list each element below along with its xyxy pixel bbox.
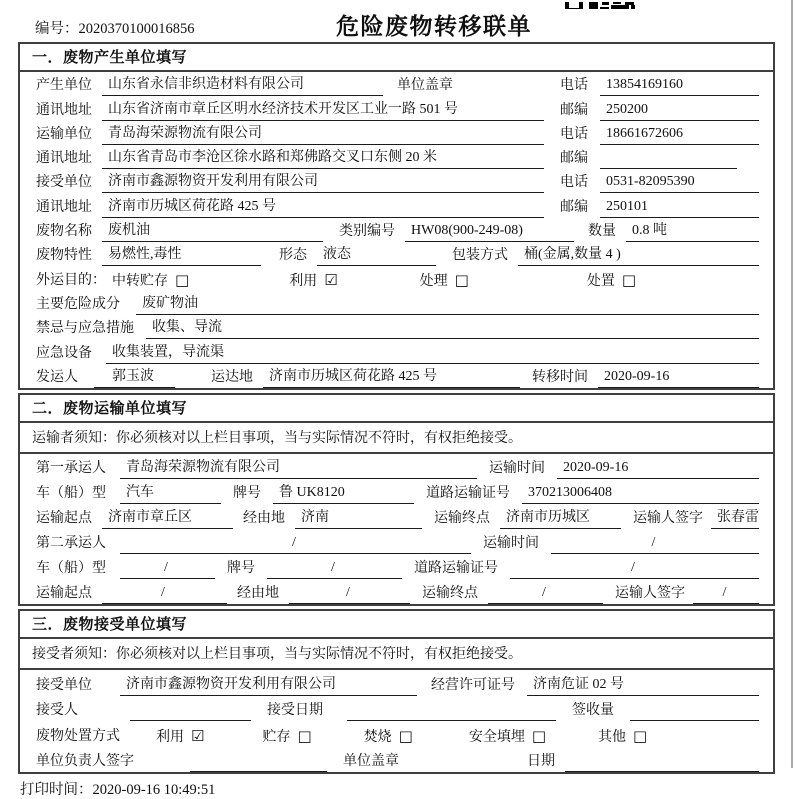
document-header: [18, 8, 775, 42]
disposal-method-label: 废物处置方式: [36, 728, 120, 744]
second-carrier-label: 第二承运人: [36, 536, 106, 552]
field-group: [36, 98, 560, 121]
row-producer-unit: [20, 72, 773, 96]
option-label: 中转贮存: [112, 273, 168, 289]
receiving-unit-label: 接受单位: [36, 677, 92, 693]
plate-label: 牌号: [227, 561, 255, 577]
receiver-unit-label: 接受单位: [36, 175, 92, 191]
serial-label: 编号：: [35, 21, 79, 37]
row-main-hazard: [20, 291, 773, 315]
origin-value: 济南市章丘区: [102, 506, 233, 529]
row-disposal-method: [20, 721, 773, 747]
second-carrier-value: /: [120, 535, 471, 554]
form-value: 液态: [317, 243, 436, 266]
form-label: 形态: [279, 248, 307, 264]
category-value: HW08(900-249-08): [405, 223, 574, 242]
quantity-value: 0.8 吨: [626, 219, 759, 242]
transport-unit-value: 青岛海荣源物流有限公司: [102, 122, 544, 145]
address-value: 山东省济南市章丘区明水经济技术开发区工业一路 501 号: [102, 98, 544, 121]
transfer-time-value: 2020-09-16: [598, 369, 759, 388]
disposal-option-incinerate: [364, 726, 413, 747]
row-producer-address: [20, 96, 773, 120]
first-carrier-value: 青岛海荣源物流有限公司: [120, 456, 477, 479]
license-value: 济南危证 02 号: [527, 673, 759, 696]
row-route-1: [20, 504, 773, 529]
disposal-option-other: [598, 726, 647, 747]
endpoint-value: /: [488, 585, 603, 604]
transport-time-value: /: [551, 535, 759, 554]
waste-name-label: 废物名称: [36, 224, 92, 240]
waste-name-value: 废机油: [102, 219, 323, 242]
field-group: [36, 73, 560, 96]
waste-property-label: 废物特性: [36, 248, 92, 264]
postcode-label: 邮编: [560, 199, 588, 215]
transport-time-label: 运输时间: [483, 536, 539, 552]
quantity-label: 数量: [588, 224, 616, 240]
serial-value: 2020370100016856: [78, 21, 195, 37]
postcode-label: 邮编: [560, 102, 588, 118]
road-permit-label: 道路运输证号: [414, 561, 498, 577]
taboo-measures-label: 禁忌与应急措施: [36, 321, 134, 337]
origin-value: /: [102, 585, 227, 604]
address-label: 通讯地址: [36, 151, 92, 167]
waste-property-value: 易燃性,毒性: [102, 243, 261, 266]
phone-label: 电话: [560, 175, 588, 191]
option-label: 贮存: [262, 729, 291, 745]
via-value: /: [289, 585, 410, 604]
option-label: 处理: [419, 273, 448, 289]
responsible-sign-label: 单位负责人签字: [36, 754, 134, 770]
postcode-label: 邮编: [560, 151, 588, 167]
row-shipper: [20, 364, 773, 388]
transporter-notice: 运输者须知：你必须核对以上栏目事项，当与实际情况不符时，有权拒绝接受。: [20, 423, 773, 454]
field-group: [36, 146, 560, 169]
address-label: 通讯地址: [36, 102, 92, 118]
row-receiver-unit: [20, 169, 773, 193]
purpose-option-transfer-storage: [112, 270, 189, 291]
field-group: [36, 170, 560, 193]
option-label: 利用: [289, 273, 318, 289]
license-label: 经营许可证号: [431, 677, 515, 693]
shipper-value: 郭玉波: [94, 365, 175, 388]
print-time: [18, 778, 775, 799]
checkbox-unchecked-icon: □: [454, 270, 469, 289]
carrier-sign-label: 运输人签字: [633, 511, 703, 527]
accept-date-label: 接受日期: [267, 703, 323, 719]
checkbox-checked-icon: ☑: [191, 726, 205, 745]
packing-label: 包装方式: [452, 248, 508, 264]
receiver-unit-value: 济南市鑫源物资开发利用有限公司: [102, 170, 544, 193]
section-receiver-heading: 三．废物接受单位填写: [20, 611, 773, 639]
vehicle-type-value: /: [120, 560, 215, 579]
transport-time-value: 2020-09-16: [557, 460, 759, 479]
postcode-value-empty: [600, 150, 737, 169]
disposal-option-storage: [262, 726, 311, 747]
row-transport-address: [20, 145, 773, 169]
option-label: 利用: [156, 729, 184, 745]
receiver-notice: 接受者须知：你必须核对以上栏目事项，当与实际情况不符时，有权拒绝接受。: [20, 639, 773, 670]
row-vehicle-1: [20, 479, 773, 504]
carrier-sign-label: 运输人签字: [615, 586, 685, 602]
option-label: 焚烧: [363, 729, 392, 745]
vehicle-type-label: 车（船）型: [36, 486, 106, 502]
row-vehicle-2: [20, 554, 773, 579]
packing-value: 桶(金属,数量 4 ): [518, 243, 759, 266]
endpoint-value: 济南市历城区: [500, 506, 621, 529]
road-permit-value: /: [510, 560, 759, 579]
section-producer: [18, 42, 775, 390]
address-value: 济南市历城区荷花路 425 号: [102, 195, 544, 218]
category-label: 类别编号: [339, 224, 395, 240]
option-label: 处置: [586, 273, 615, 289]
disposal-option-landfill: [469, 726, 546, 747]
row-route-2: [20, 579, 773, 604]
checkbox-unchecked-icon: □: [633, 726, 648, 745]
sign-amount-label: 签收量: [572, 703, 614, 719]
checkbox-unchecked-icon: □: [531, 726, 547, 745]
via-value: 济南: [295, 506, 422, 529]
checkbox-unchecked-icon: □: [398, 726, 413, 745]
checkbox-unchecked-icon: □: [297, 726, 312, 745]
origin-label: 运输起点: [36, 586, 92, 602]
emergency-equipment-value: 收集装置，导流渠: [106, 341, 759, 364]
destination-value: 济南市历城区荷花路 425 号: [263, 365, 520, 388]
option-label: 其他: [598, 729, 627, 745]
producer-unit-value: 山东省永信非织造材料有限公司: [102, 73, 383, 96]
checkbox-unchecked-icon: □: [621, 270, 637, 289]
carrier-sign-value: /: [693, 585, 759, 604]
field-group: [36, 195, 560, 218]
phone-label: 电话: [560, 126, 588, 142]
vehicle-type-label: 车（船）型: [36, 561, 106, 577]
row-receiver-address: [20, 193, 773, 217]
plate-value: /: [267, 560, 402, 579]
main-hazard-value: 废矿物油: [136, 292, 759, 315]
carrier-sign-value: 张春雷: [711, 506, 759, 529]
row-waste-property: [20, 242, 773, 266]
destination-label: 运达地: [211, 369, 253, 385]
phone-value: 0531-82095390: [600, 174, 759, 193]
field-group: [36, 122, 560, 145]
shipper-label: 发运人: [36, 369, 78, 385]
row-second-carrier: [20, 529, 773, 554]
vehicle-type-value: 汽车: [120, 481, 221, 504]
option-label: 安全填埋: [468, 729, 525, 745]
sign-amount-value-empty: [630, 702, 759, 721]
section-receiver: [18, 609, 775, 774]
via-label: 经由地: [237, 586, 279, 602]
purpose-option-utilize: [289, 270, 337, 291]
section-transporter: [18, 393, 775, 607]
postcode-value: 250200: [600, 102, 759, 121]
date-value-empty: [565, 753, 759, 772]
row-taboo-measures: [20, 315, 773, 339]
row-receiving-unit: [20, 670, 773, 696]
row-waste-name: [20, 218, 773, 242]
receiving-unit-value: 济南市鑫源物资开发利用有限公司: [120, 673, 417, 696]
origin-label: 运输起点: [36, 511, 92, 527]
purpose-option-dispose: [587, 270, 636, 291]
emergency-equipment-label: 应急设备: [36, 345, 92, 361]
responsible-sign-value-empty: [190, 753, 327, 772]
qr-code-icon: [565, 0, 635, 9]
serial-number: [35, 17, 195, 38]
taboo-measures-value: 收集、导流: [146, 316, 759, 339]
plate-label: 牌号: [233, 486, 261, 502]
purpose-option-treat: [420, 270, 469, 291]
phone-value: 13854169160: [600, 77, 759, 96]
first-carrier-label: 第一承运人: [36, 460, 106, 476]
row-emergency-equipment: [20, 339, 773, 363]
transport-unit-label: 运输单位: [36, 126, 92, 142]
print-time-value: 2020-09-16 10:49:51: [92, 782, 216, 799]
transfer-time-label: 转移时间: [532, 369, 588, 385]
road-permit-label: 道路运输证号: [426, 486, 510, 502]
producer-unit-label: 产生单位: [36, 78, 92, 94]
acceptor-label: 接受人: [36, 703, 78, 719]
accept-date-value-empty: [347, 702, 556, 721]
postcode-value: 250101: [600, 199, 759, 218]
page-edge-line: [791, 0, 793, 768]
endpoint-label: 运输终点: [422, 586, 478, 602]
section-producer-heading: 一．废物产生单位填写: [20, 44, 773, 72]
page-title: 危险废物转移联单: [336, 14, 532, 39]
road-permit-value: 370213006408: [522, 485, 759, 504]
endpoint-label: 运输终点: [434, 511, 490, 527]
main-hazard-label: 主要危险成分: [36, 296, 120, 312]
address-value: 山东省青岛市李沧区徐水路和郑佛路交叉口东侧 20 米: [102, 146, 544, 169]
purpose-label: 外运目的：: [36, 272, 106, 288]
phone-value: 18661672606: [600, 126, 759, 145]
checkbox-unchecked-icon: □: [175, 270, 190, 289]
unit-seal-label: 单位盖章: [397, 78, 453, 94]
transport-time-label: 运输时间: [489, 460, 545, 476]
acceptor-value-empty: [130, 702, 251, 721]
row-acceptor: [20, 696, 773, 722]
phone-label: 电话: [560, 78, 588, 94]
plate-value: 鲁 UK8120: [273, 481, 414, 504]
row-first-carrier: [20, 454, 773, 479]
via-label: 经由地: [243, 511, 285, 527]
row-transport-unit: [20, 121, 773, 145]
print-time-label: 打印时间：: [20, 782, 93, 799]
row-responsible-sign: [20, 747, 773, 773]
address-label: 通讯地址: [36, 199, 92, 215]
disposal-option-utilize: [156, 726, 204, 747]
section-transporter-heading: 二．废物运输单位填写: [20, 395, 773, 423]
checkbox-checked-icon: ☑: [324, 270, 338, 289]
row-purpose: [20, 266, 773, 290]
date-label: 日期: [527, 754, 555, 770]
unit-seal-label: 单位盖章: [343, 754, 399, 770]
